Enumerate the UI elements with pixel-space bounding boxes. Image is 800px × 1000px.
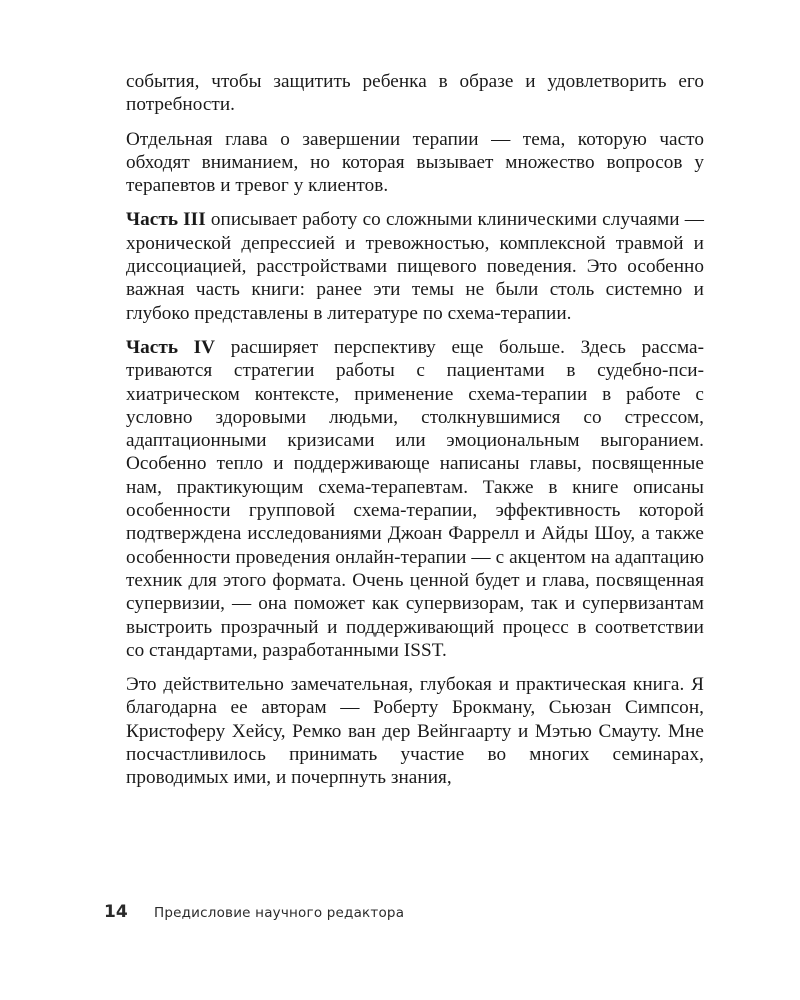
running-title: Предисловие научного редактора bbox=[154, 905, 405, 921]
paragraph-3 bbox=[126, 208, 704, 324]
paragraph-4-text: расширяет перспективу еще больше. Здесь рассматриваются стратегии работы с пациентами в судебно-психиатрическом контексте, применение схема-терапии в работе с условно здоровыми людьми, столкнувшимися со стрессом, адаптационными кризисами или эмоциональным выгоранием. Особенно тепло и поддерживающе написаны главы, посвященные нам, практикующим схема-терапевтам. Также в книге описаны особенности групповой схема-терапии, эффективность которой подтверждена исследованиями Джоан Фаррелл и Айды Шоу, а также особенности проведения онлайн-терапии — с акцентом на адаптацию техник для этого формата. Очень ценной будет и глава, посвященная супервизии, — она поможет как супервизорам, так и супервизантам выстроить прозрачный и поддерживающий процесс в соответствии со стандартами, разработанными ISST. bbox=[126, 336, 704, 661]
paragraph-4 bbox=[126, 336, 704, 662]
paragraph-3-lead: Часть III bbox=[126, 209, 206, 231]
page-footer bbox=[104, 902, 404, 922]
paragraph-3-text: описывает работу со сложными клиническими случаями — хронической депрессией и тревожностью, комплексной травмой и диссоциацией, расстройствами пищевого поведения. Это особенно важная часть книги: ранее эти темы не были столь системно и глубоко представлены в литературе по схема-терапии. bbox=[126, 209, 704, 324]
paragraph-1-text: события, чтобы защитить ребенка в образе и удовлетворить его потребности. bbox=[126, 71, 704, 116]
paragraph-1 bbox=[126, 70, 704, 117]
paragraph-2-text: Отдельная глава о завершении терапии — тема, которую часто обходят вниманием, но которая вызывает множество вопросов у терапевтов и тревог у клиентов. bbox=[126, 128, 704, 197]
paragraph-2 bbox=[126, 128, 704, 198]
paragraph-4-lead: Часть IV bbox=[126, 336, 216, 358]
paragraph-5-text: Это действительно замечательная, глубокая и практическая книга. Я благодарна ее авторам — Роберту Брокману, Сьюзан Симпсон, Кристоферу Хейсу, Ремко ван дер Вейнгаарту и Мэтью Смауту. Мне посчастливилось принимать участие во многих семинарах, проводимых ими, и почерпнуть знания, bbox=[126, 674, 704, 789]
page-number: 14 bbox=[104, 902, 128, 922]
paragraph-5 bbox=[126, 673, 704, 789]
page-body bbox=[126, 70, 704, 801]
